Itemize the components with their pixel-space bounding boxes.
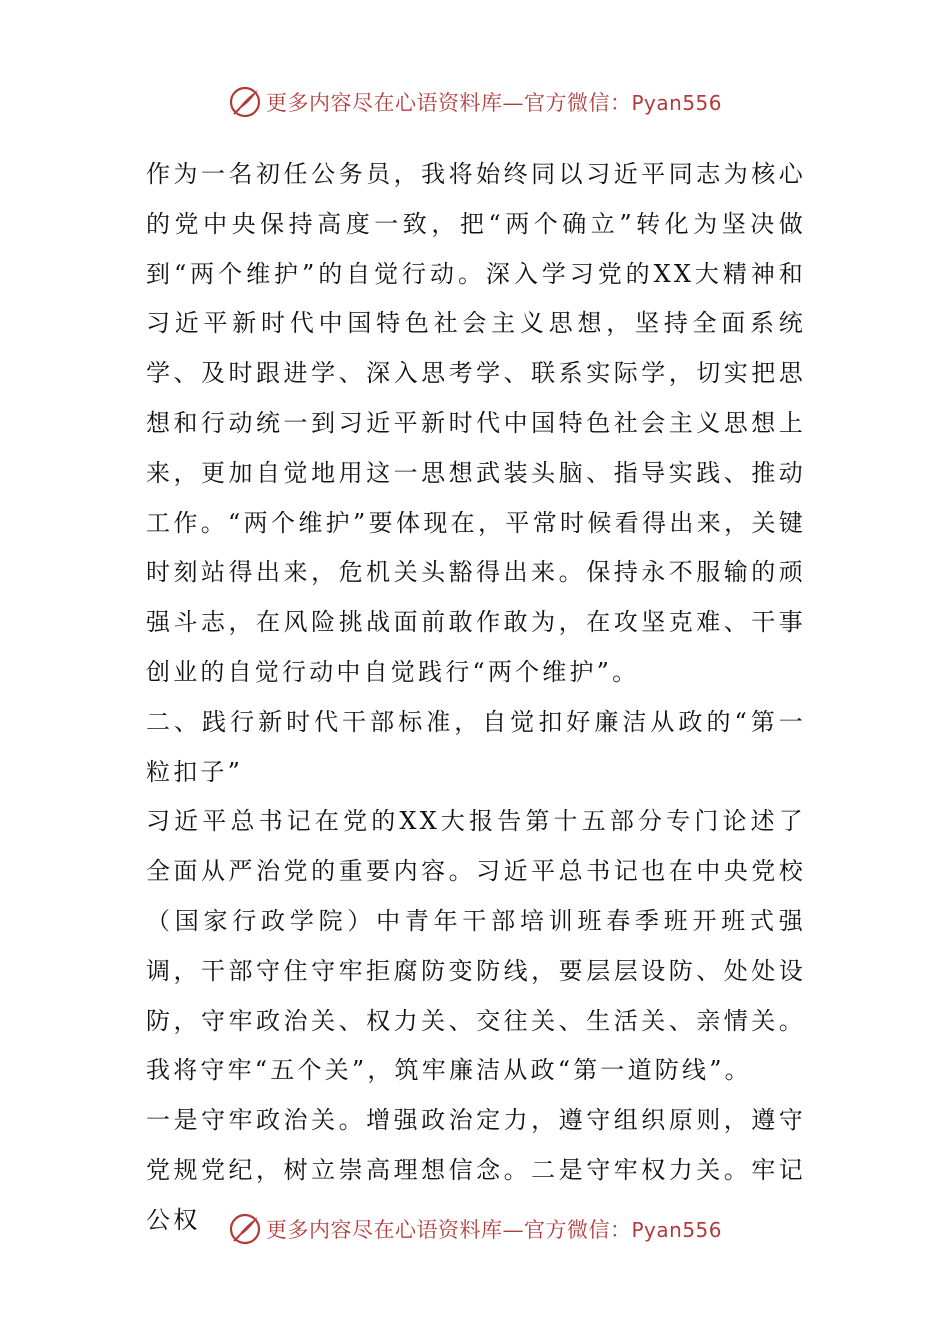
paragraph: 习近平总书记在党的XX大报告第十五部分专门论述了全面从严治党的重要内容。习近平总书记也在中央党校（国家行政学院）中青年干部培训班春季班开班式强调，干部守住守牢拒腐防变防线，要层层设防、处处设防，守牢政治关、权力关、交往关、生活关、亲情关。我将守牢“五个关”，筑牢廉洁从政“第一道防线”。 xyxy=(146,807,806,1085)
wechat-id: Pyan556 xyxy=(631,91,722,115)
document-body xyxy=(146,150,806,1246)
banner-text xyxy=(266,87,722,117)
banner-text xyxy=(266,1214,722,1244)
paragraph: 作为一名初任公务员，我将始终同以习近平同志为核心的党中央保持高度一致，把“两个确立”转化为坚决做到“两个维护”的自觉行动。深入学习党的XX大精神和习近平新时代中国特色社会主义思想，坚持全面系统学、及时跟进学、深入思考学、联系实际学，切实把思想和行动统一到习近平新时代中国特色社会主义思想上来，更加自觉地用这一思想武装头脑、指导实践、推动工作。“两个维护”要体现在，平常时候看得出来，关键时刻站得出来，危机关头豁得出来。保持永不服输的顽强斗志，在风险挑战面前敢作敢为，在攻坚克难、干事创业的自觉行动中自觉践行“两个维护”。 xyxy=(146,160,806,686)
footer-banner xyxy=(0,1209,950,1249)
paragraph: 一是守牢政治关。增强政治定力，遵守组织原则，遵守党规党纪，树立崇高理想信念。二是守牢权力关。牢记公权 xyxy=(146,1106,806,1234)
quill-logo-icon xyxy=(228,85,262,119)
header-banner xyxy=(0,82,950,122)
section-heading: 二、践行新时代干部标准，自觉扣好廉洁从政的“第一粒扣子” xyxy=(146,707,806,786)
banner-label: 更多内容尽在心语资料库—官方微信： xyxy=(265,91,632,115)
quill-logo-icon xyxy=(228,1212,262,1246)
banner-label: 更多内容尽在心语资料库—官方微信： xyxy=(265,1218,632,1242)
wechat-id: Pyan556 xyxy=(631,1218,722,1242)
